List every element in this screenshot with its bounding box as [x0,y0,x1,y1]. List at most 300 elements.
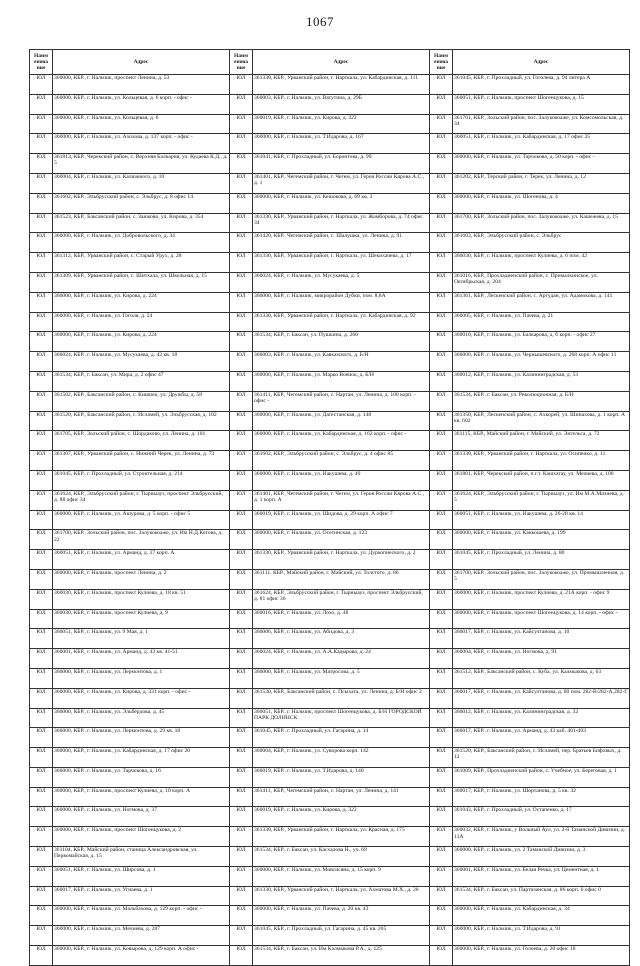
entity-type-cell: ЮЛ [30,748,53,768]
entity-type-cell: ЮЛ [230,906,253,926]
address-cell: 360000, КБР., г. Нальчик, микрорайон Дубки, пом. 8,8А [253,292,430,312]
table-row [30,748,630,768]
table-row [30,728,630,748]
entity-type-cell: ЮЛ [230,233,253,253]
entity-type-cell: ЮЛ [230,154,253,174]
entity-type-cell: ЮЛ [30,946,53,966]
table-row [30,470,630,490]
entity-type-cell: ЮЛ [230,926,253,946]
entity-type-cell: ЮЛ [430,847,453,867]
entity-type-cell: ЮЛ [430,391,453,411]
entity-type-cell: ЮЛ [430,431,453,451]
entity-type-cell: ЮЛ [230,688,253,708]
entity-type-cell: ЮЛ [30,827,53,847]
entity-type-cell: ЮЛ [30,490,53,510]
entity-type-cell: ЮЛ [230,371,253,391]
address-cell: 361411, КБР., Чегемский район, с. Нартан, ул. Ленина, д. 100 корп. - офис - [253,391,430,411]
entity-type-cell: ЮЛ [230,668,253,688]
address-cell: 360000, КБР., г. Нальчик, ул. Осетинская, д. 123 [253,530,430,550]
entity-type-cell: ЮЛ [230,94,253,114]
address-cell: 360019, КБР., г. Нальчик, ул. Кирова, д. 322 [253,114,430,134]
entity-type-cell: ЮЛ [430,193,453,213]
entity-type-cell: ЮЛ [230,767,253,787]
address-cell: 361534, КБР., г. Баксан, ул. Пушкина, д. 266 [253,332,430,352]
entity-type-cell: ЮЛ [430,629,453,649]
address-cell: 360000, КБР., г. Нальчик, ул. Ногмова, д. 37 [53,807,230,827]
address-cell: 360003, КБР., г. Нальчик, ул. Кавказского, д. Б/Н [253,352,430,372]
table-row [30,154,630,174]
address-cell: 360000, КБР., г. Нальчик, ул. 2 Таманской Дивизии, д. 3 [453,847,630,867]
entity-type-cell: ЮЛ [430,173,453,193]
table-row [30,272,630,292]
address-cell: 361530, КБР., Баксанский район, с. Псыхага, ул. Ленина, д. Б/Н офис 2 [253,688,430,708]
table-row [30,609,630,629]
address-cell: 361312, КБР., Урванский район, с. Старый Урух, д. 28 [53,253,230,273]
entity-type-cell: ЮЛ [30,807,53,827]
entity-type-cell: ЮЛ [430,589,453,609]
table-row [30,134,630,154]
address-cell: 360000, КБР., г. Нальчик, ул. Кабардинская, д. 162 корп. - офис - [253,431,430,451]
address-cell: 360012, КБР., г. Нальчик, ул. Калининградская, д. 53 [453,371,630,391]
address-cell: 360000, КБР., г. Нальчик, ул. Мальбахова, д. 129 корп. - офис - [53,906,230,926]
table-row [30,708,630,728]
address-cell: 360051, КБР., г. Нальчик, ул. Накушева, д. 26-28 кв. 14 [453,510,630,530]
address-cell: 361115, КБР., Майский район, г. Майский, ул. Энгельса, д. 72 [453,431,630,451]
address-cell: 360003, КБР., г. Нальчик, ул. Ватутина, д. 29Б [253,94,430,114]
entity-type-cell: ЮЛ [30,609,53,629]
table-row [30,847,630,867]
entity-type-cell: ЮЛ [430,272,453,292]
entity-type-cell: ЮЛ [30,193,53,213]
entity-type-cell: ЮЛ [430,550,453,570]
entity-type-cell: ЮЛ [230,807,253,827]
address-cell: 360000, КБР., г. Нальчик, ул. Канкошева, д. 199 [453,530,630,550]
table-row [30,688,630,708]
address-cell: 361602, КБР., Эльбрусский район, с. Эльбрус, д. 4 офис 85 [253,451,430,471]
entity-type-cell: ЮЛ [430,332,453,352]
entity-type-cell: ЮЛ [430,946,453,966]
address-cell: 361813, КБР., Черекский район, с. Верхняя Балкария, ул. Кудаева К.Д., д. 5 [53,154,230,174]
address-cell: 361111, КБР., Майский район, г. Майский, ул. Толстого, д. 86 [253,569,430,589]
entity-type-cell: ЮЛ [230,75,253,95]
address-cell: 361309, КБР., Урванский район, с. Шитхала, ул. Школьная, д. 15 [53,272,230,292]
address-cell: 361330, КБР., Урванский район, г. Нарткала, ул. Осипенко, д. 11 [453,451,630,471]
entity-type-cell: ЮЛ [230,589,253,609]
entity-type-cell: ЮЛ [30,312,53,332]
table-row [30,114,630,134]
address-cell: 361705, КБР., Зольский район, с. Шордаково, ул. Ленина, д. 101 [53,431,230,451]
entity-type-cell: ЮЛ [230,352,253,372]
entity-type-cell: ЮЛ [430,253,453,273]
entity-type-cell: ЮЛ [30,728,53,748]
entity-type-cell: ЮЛ [30,708,53,728]
address-cell: 360051, КБР., г. Нальчик, ул. Арманд, д. 37 корп. А [53,550,230,570]
address-cell: 360019, КБР., г. Нальчик, ул. Т.Идарова, д. 140 [253,767,430,787]
table-row [30,312,630,332]
address-cell: 361045, КБР., г. Прохладный, ул. Гагарина, д. 45 кв. 205 [253,926,430,946]
address-cell: 361009, КБР., Прохладненский район, с. Учебное, ул. Береговая, д. 1 [453,767,630,787]
address-cell: 361330, КБР., Урванский район, г. Нарткала, ул. Дуркопнеского, д. 2 [253,550,430,570]
entity-type-cell: ЮЛ [230,312,253,332]
table-row [30,649,630,669]
entity-type-cell: ЮЛ [30,847,53,867]
entity-type-cell: ЮЛ [30,94,53,114]
entity-type-cell: ЮЛ [230,530,253,550]
address-cell: 361041, КБР., г. Прохладный, ул. Боронтова, д. 99 [253,154,430,174]
entity-type-cell: ЮЛ [430,748,453,768]
address-cell: 361534, КБР., г. Баксан, ул. Мира, д. 2 офис 47 [53,371,230,391]
entity-type-cell: ЮЛ [30,649,53,669]
address-cell: 360000, КБР., г. Нальчик, проспект Ленина, д. 53 [53,75,230,95]
table-header-row [30,50,630,75]
address-cell: 361045, КБР., г. Прохладный, ул. Гоголева, д. 94 литера А [453,75,630,95]
entity-type-cell: ЮЛ [430,114,453,134]
entity-type-cell: ЮЛ [230,946,253,966]
address-cell: 360000, КБР., г. Нальчик, проспект Шогенцукова, д. 2 [53,827,230,847]
entity-type-cell: ЮЛ [430,787,453,807]
address-cell: 360010, КБР., г. Нальчик, ул. Балкарова, д. 6 корп. - офис 27 [453,332,630,352]
table-row [30,946,630,966]
address-cell: 360000, КБР., г. Нальчик, ул. Мовсисяна, д. 15 корп. 9 [253,866,430,886]
table-row [30,490,630,510]
entity-type-cell: ЮЛ [430,886,453,906]
entity-type-cell: ЮЛ [230,470,253,490]
table-row [30,213,630,233]
table-row [30,94,630,114]
address-cell: 361520, КБР., Баксанский район, с. Исламей, пер. Братьев Бифовых, д. 12 [453,748,630,768]
address-cell: 360019, КБР., г. Нальчик, ул. Шидова, д. 29 корп. А офис 7 [253,510,430,530]
table-row [30,668,630,688]
entity-type-cell: ЮЛ [430,866,453,886]
address-cell: 361350, КБР., Лескенский район, с. Ахкорей, ул. Шинахова, д. 1 корп. А кв. 602 [453,411,630,431]
address-cell: 361420, КБР., Чегемский район, с. Шалушка, ул. Ленина, д. 91 [253,233,430,253]
entity-type-cell: ЮЛ [30,470,53,490]
table-row [30,866,630,886]
entity-type-cell: ЮЛ [30,272,53,292]
entity-type-cell: ЮЛ [230,134,253,154]
address-cell: 361361, КБР., Лескенский район, с. Аргудан, ул. Адамокова, д. 141 [453,292,630,312]
address-cell: 360030, КБР., г. Нальчик, проспект Кулиева, д. 9 [53,609,230,629]
address-cell: 361401, КБР., Чегемский район, г. Чегем, ул. Героя России Кярова А.С., д. 1 корп. А [253,490,430,510]
entity-type-cell: ЮЛ [230,253,253,273]
address-table-container [29,49,629,953]
entity-type-cell: ЮЛ [30,292,53,312]
address-cell: 361534, КБР., г. Баксан, ул. Революционная, д. Б/Н [453,391,630,411]
entity-type-cell: ЮЛ [30,352,53,372]
table-row [30,411,630,431]
address-cell: 360030, КБР., г. Нальчик, проспект Кулиева, д. 18 кв. 51 [53,589,230,609]
address-cell: 360017, КБР., г. Нальчик, ул. Кайсултанова, д. 80 пом. 282-В/282-А,282-Г [453,688,630,708]
address-cell: 361603, КБР., Эльбрусский район, с. Эльбрус [453,233,630,253]
entity-type-cell: ЮЛ [30,173,53,193]
address-cell: 360017, КБР., г. Нальчик, ул. Арманд, д. 43 каб. 401-403 [453,728,630,748]
address-cell: 360000, КБР., г. Нальчик, ул. Накушева, д. 40 [253,470,430,490]
table-row [30,193,630,213]
entity-type-cell: ЮЛ [30,391,53,411]
address-cell: 361502, КБР., Баксанский район, с. Кишпек, ул. Дружбы, д. 58 [53,391,230,411]
entity-type-cell: ЮЛ [230,787,253,807]
address-cell: 360051, КБР., г. Нальчик, ул. Кабардинская, д. 17 офис 35 [453,134,630,154]
address-cell: 361202, КБР., Терский район, г. Терек, ул. Ленина, д. 12 [453,173,630,193]
entity-type-cell: ЮЛ [430,668,453,688]
table-row [30,292,630,312]
header-name-3: Наим енова ние [430,50,453,75]
address-cell: 361520, КБР., Баксанский район, с. Исламей, ул. Эльбрусская, д. 102 [53,411,230,431]
address-cell: 360000, КБР., г. Нальчик, ул. Кольцевая, д. 6 корп. - офис - [53,94,230,114]
table-row [30,173,630,193]
address-cell: 360000, КБР., г. Нальчик, проспект Кулиева, д. 21А корп. - офис 9 [453,589,630,609]
address-cell: 360000, КБР., г. Нальчик, ул. Т.Идарова, д. 91 [453,926,630,946]
table-row [30,550,630,570]
address-cell: 361411, КБР., Чегемский район, с. Нартан, ул. Ленина, д. 141 [253,787,430,807]
address-cell: 360019, КБР., г. Нальчик, ул. Кирова, д. 322 [253,807,430,827]
address-cell: 360000, КБР., г. Нальчик, ул. Ашурова, д. 5 корп. - офис 5 [53,510,230,530]
entity-type-cell: ЮЛ [430,926,453,946]
header-address-3: Адрес [453,50,630,75]
table-body [30,75,630,966]
table-row [30,391,630,411]
table-row [30,431,630,451]
address-cell: 361624, КБР., Эльбрусский район, г. Тырныауз, проспект Эльбрусский, д. 88 офис 34 [53,490,230,510]
entity-type-cell: ЮЛ [230,748,253,768]
table-row [30,530,630,550]
address-cell: 361330, КБР., Урванский район, г. Нарткала, ул. Красная, д. 175 [253,827,430,847]
address-cell: 360000, КБР., г. Нальчик, ул. Т.Идарова, д. 167 [253,134,430,154]
entity-type-cell: ЮЛ [30,253,53,273]
table-row [30,510,630,530]
entity-type-cell: ЮЛ [430,292,453,312]
address-cell: 360000, КБР., г. Нальчик, ул. Чернышевского, д. 268 корп. А офис 11 [453,352,630,372]
address-cell: 360000, КБР., г. Нальчик, ул. Матросова, д. 5 [253,668,430,688]
entity-type-cell: ЮЛ [230,332,253,352]
entity-type-cell: ЮЛ [230,451,253,471]
address-cell: 360012, КБР., г. Нальчик, ул. Калининградская, д. 32 [453,708,630,728]
address-cell: 360000, КБР., г. Нальчик, ул. Добровольского, д. 34 [53,233,230,253]
entity-type-cell: ЮЛ [430,134,453,154]
table-row [30,787,630,807]
entity-type-cell: ЮЛ [230,411,253,431]
address-cell: 360024, КБР., г. Нальчик, ул. Мусукаева, д. 5 [253,272,430,292]
entity-type-cell: ЮЛ [230,213,253,233]
table-row [30,233,630,253]
address-cell: 361330, КБР., Урванский район, г. Нарткала, ул. Кабардинская, д. 111 [253,75,430,95]
entity-type-cell: ЮЛ [230,193,253,213]
entity-type-cell: ЮЛ [430,490,453,510]
entity-type-cell: ЮЛ [430,371,453,391]
header-name-1: Наим енова ние [30,50,53,75]
address-cell: 361534, КБР., г. Баксан, ул. Партизанская, д. 86 корп. 6 офис 0 [453,886,630,906]
address-cell: 360017, КБР., г. Нальчик, ул. Кайсултанова, д. 10 [453,629,630,649]
address-cell: 360000, КБР., г. Нальчик, ул. Гоголя, д. 24 [53,312,230,332]
entity-type-cell: ЮЛ [30,154,53,174]
address-cell: 360000, КБР., г. Нальчик, проспект Шогенцукова, д. 14 корп. - офис - [453,609,630,629]
entity-type-cell: ЮЛ [230,847,253,867]
address-cell: 361700, КБР., Зольский район, пос. Залукокоаже, ул. Им Н.Д.Котова, д. 22 [53,530,230,550]
table-row [30,75,630,95]
entity-type-cell: ЮЛ [430,708,453,728]
address-cell: 360016, КБР., г. Нальчик, ул. Лохо, д. 48 [253,609,430,629]
address-cell: 360000, КБР., г. Нальчик, ул. Лермонтова, д. 29 кв. 18 [53,728,230,748]
address-table [29,49,630,966]
entity-type-cell: ЮЛ [230,292,253,312]
address-cell: 361045, КБР., г. Прохладный, ул. Гагарина, д. 14 [253,728,430,748]
entity-type-cell: ЮЛ [430,154,453,174]
entity-type-cell: ЮЛ [30,866,53,886]
address-cell: 360000, КБР., г. Нальчик, ул. Кешокова, д. 69 кв. 3 [253,193,430,213]
entity-type-cell: ЮЛ [230,510,253,530]
entity-type-cell: ЮЛ [430,451,453,471]
address-cell: 360000, КБР., г. Нальчик, ул. Мечиева, д. 287 [53,926,230,946]
entity-type-cell: ЮЛ [230,431,253,451]
address-cell: 360017, КБР., г. Нальчик, ул. Шортанова, д. 5 кв. 32 [453,787,630,807]
address-cell: 360000, КБР., г. Нальчик, ул. Кабардинская, д. 34 [453,906,630,926]
address-cell: 360000, КБР., г. Нальчик, ул. Кирова, д. 224 [53,332,230,352]
header-name-2: Наим енова ние [230,50,253,75]
table-row [30,352,630,372]
entity-type-cell: ЮЛ [30,688,53,708]
address-cell: 361330, КБР., Урванский район, г. Нарткала, ул. Кабардинская, д. 92 [253,312,430,332]
entity-type-cell: ЮЛ [230,272,253,292]
entity-type-cell: ЮЛ [430,352,453,372]
address-cell: 361602, КБР., Эльбрусский район, с. Эльбрус, д. 8 офис 14 [53,193,230,213]
address-cell: 360005, КБР., г. Нальчик, ул. Пачева, д. 21 [453,312,630,332]
entity-type-cell: ЮЛ [430,688,453,708]
table-row [30,827,630,847]
address-cell: 361330, КБР., Урванский район, г. Нарткала, ул. Жамборова, д. 74 офис 34 [253,213,430,233]
entity-type-cell: ЮЛ [430,609,453,629]
address-cell: 361624, КБР., Эльбрусский район, г. Тырныауз, ул. Им М.А.Мизиева, д. 5 [453,490,630,510]
entity-type-cell: ЮЛ [30,114,53,134]
table-row [30,807,630,827]
entity-type-cell: ЮЛ [30,233,53,253]
entity-type-cell: ЮЛ [30,906,53,926]
address-cell: 361624, КБР., Эльбрусский район, г. Тырныауз, проспект Эльбрусский, д. 81 офис 36 [253,589,430,609]
address-cell: 361104, КБР., Майский район, станица Александровская, ул. Первомайская, д. 15 [53,847,230,867]
address-cell: 360001, КБР., г. Нальчик, ул. Арманд, д. 43 кв. 41-51 [53,649,230,669]
address-cell: 361401, КБР., Чегемский район, г. Чегем, ул. Героя России Кярова А.С., д. 1 [253,173,430,193]
address-cell: 360000, КБР., г. Нальчик, проспект Кулиева, д. 10 корп. А [53,787,230,807]
table-row [30,926,630,946]
address-cell: 360000, КБР., г. Нальчик, ул. Ахохова, д. 137 корп. - офис - [53,134,230,154]
entity-type-cell: ЮЛ [230,490,253,510]
entity-type-cell: ЮЛ [430,312,453,332]
address-cell: 361700, КБР., Зольский район, пос. Залукокоаже, ул. Промышленная, д. 5 [453,569,630,589]
address-cell: 360000, КБР., г. Нальчик, ул. Голоева, д. 20 офис 18 [453,946,630,966]
entity-type-cell: ЮЛ [30,767,53,787]
address-cell: 361801, КБР., Черекский район, п.г.т. Кашхатау, ул. Мечиева, д. 108 [453,470,630,490]
address-cell: 360006, КБР., г. Нальчик, ул. Абидова, д. 3 [253,629,430,649]
page-number: 1067 [306,14,334,29]
table-row [30,589,630,609]
entity-type-cell: ЮЛ [30,75,53,95]
address-cell: 360000, КБР., г. Нальчик, ул. Кирова, д. 224 [53,292,230,312]
entity-type-cell: ЮЛ [430,728,453,748]
address-cell: 360000, КБР., г. Нальчик, проспект Ленина, д. 2 [53,569,230,589]
address-cell: 361534, КБР., г. Баксан, ул. Им Калмыкова Р.А., д. 125 [253,946,430,966]
entity-type-cell: ЮЛ [230,550,253,570]
address-cell: 360051, КБР., г. Нальчик, проспект Шогенцукова, д. Б/Н ГОРОДСКОЙ ПАРК ДОЛИНСК [253,708,430,728]
entity-type-cell: ЮЛ [30,569,53,589]
address-cell: 361523, КБР., Баксанский район, с. Заюково, ул. Кирова, д. 354 [53,213,230,233]
address-cell: 360030, КБР., г. Нальчик, проспект Кулиева, д. 6 пом. 42 [453,253,630,273]
address-cell: 360000, КБР., г. Нальчик, ул. Кабардинская, д. 17 офис 20 [53,748,230,768]
entity-type-cell: ЮЛ [30,411,53,431]
address-cell: 360000, КБР., г. Нальчик, ул. Дагестанская, д. 148 [253,411,430,431]
table-row [30,886,630,906]
address-cell: 361330, КБР., Урванский район, г. Нарткала, ул. Ахматова М.Х., д. 20 [253,886,430,906]
entity-type-cell: ЮЛ [430,411,453,431]
entity-type-cell: ЮЛ [30,629,53,649]
address-cell: 360000, КБР., г. Нальчик, ул. Тарчокова, д. 16 [53,767,230,787]
table-row [30,629,630,649]
address-cell: 360000, КБР., г. Нальчик, ул. Кирова, д. 331 корп. - офис - [53,688,230,708]
entity-type-cell: ЮЛ [230,391,253,411]
address-cell: 360000, КБР., г. Нальчик, ул. Кольцевая, д. 6 [53,114,230,134]
entity-type-cell: ЮЛ [30,550,53,570]
entity-type-cell: ЮЛ [230,827,253,847]
entity-type-cell: ЮЛ [230,886,253,906]
entity-type-cell: ЮЛ [230,708,253,728]
entity-type-cell: ЮЛ [230,728,253,748]
address-cell: 361045, КБР., г. Прохладный, ул. Ленина, д. 80 [453,550,630,570]
table-row [30,451,630,471]
entity-type-cell: ЮЛ [30,332,53,352]
entity-type-cell: ЮЛ [230,609,253,629]
entity-type-cell: ЮЛ [430,906,453,926]
entity-type-cell: ЮЛ [30,451,53,471]
address-cell: 360000, КБР., г. Нальчик, ул. Лермонтова, д. 1 [53,668,230,688]
entity-type-cell: ЮЛ [230,629,253,649]
header-address-2: Адрес [253,50,430,75]
entity-type-cell: ЮЛ [30,589,53,609]
entity-type-cell: ЮЛ [430,649,453,669]
table-row [30,906,630,926]
entity-type-cell: ЮЛ [230,173,253,193]
address-cell: 360024, КБР., г. Нальчик, ул. А.А.Кадырова, д. 24 [253,649,430,669]
address-cell: 361043, КБР., г. Прохладный, ул. Остапенко, д. 17 [453,807,630,827]
entity-type-cell: ЮЛ [30,431,53,451]
entity-type-cell: ЮЛ [30,134,53,154]
header-address-1: Адрес [53,50,230,75]
address-cell: 360004, КБР., г. Нальчик, ул. Суворова корп. 142 [253,748,430,768]
table-row [30,569,630,589]
table-row [30,332,630,352]
address-cell: 360017, КБР., г. Нальчик, ул. Угнаева, д. 1 [53,886,230,906]
address-cell: 361512, КБР., Баксанский район, с. Куба, ул. Калмыкова, д. 63 [453,668,630,688]
entity-type-cell: ЮЛ [430,510,453,530]
entity-type-cell: ЮЛ [230,866,253,886]
address-cell: 361045, КБР., г. Прохладный, ул. Строительная, д. 214 [53,470,230,490]
entity-type-cell: ЮЛ [30,787,53,807]
entity-type-cell: ЮЛ [30,371,53,391]
address-cell: 360004, КБР., г. Нальчик, ул. Калюжного, д. 10 [53,173,230,193]
table-row [30,253,630,273]
address-cell: 360004, КБР., г. Нальчик, ул. Ногмова, д. 91 [453,649,630,669]
address-cell: 360000, КБР., г. Нальчик, ул. Марко Вовчок, д. Б/Н [253,371,430,391]
entity-type-cell: ЮЛ [30,668,53,688]
address-cell: 360000, КБР., г. Нальчик, ул. Шогенова, д. 4 [453,193,630,213]
entity-type-cell: ЮЛ [430,569,453,589]
address-cell: 360000, КБР., г. Нальчик, ул. Эльбердова, д. 45 [53,708,230,728]
entity-type-cell: ЮЛ [430,530,453,550]
address-cell: 360000, КБР., г. Нальчик, ул. Ковырова, д. 129 корп. А офис - [53,946,230,966]
entity-type-cell: ЮЛ [30,213,53,233]
address-cell: 361700, КБР., Зольский район, пос. Залукокоаже, ул. Кашежева, д. 15 [453,213,630,233]
entity-type-cell: ЮЛ [30,926,53,946]
address-cell: 360000, КБР., г. Нальчик, ул. Пачева, д. 20 кв. 43 [253,906,430,926]
address-cell: 360051, КБР., г. Нальчик, проспект Шогенцукова, д. 15 [453,94,630,114]
table-row [30,371,630,391]
